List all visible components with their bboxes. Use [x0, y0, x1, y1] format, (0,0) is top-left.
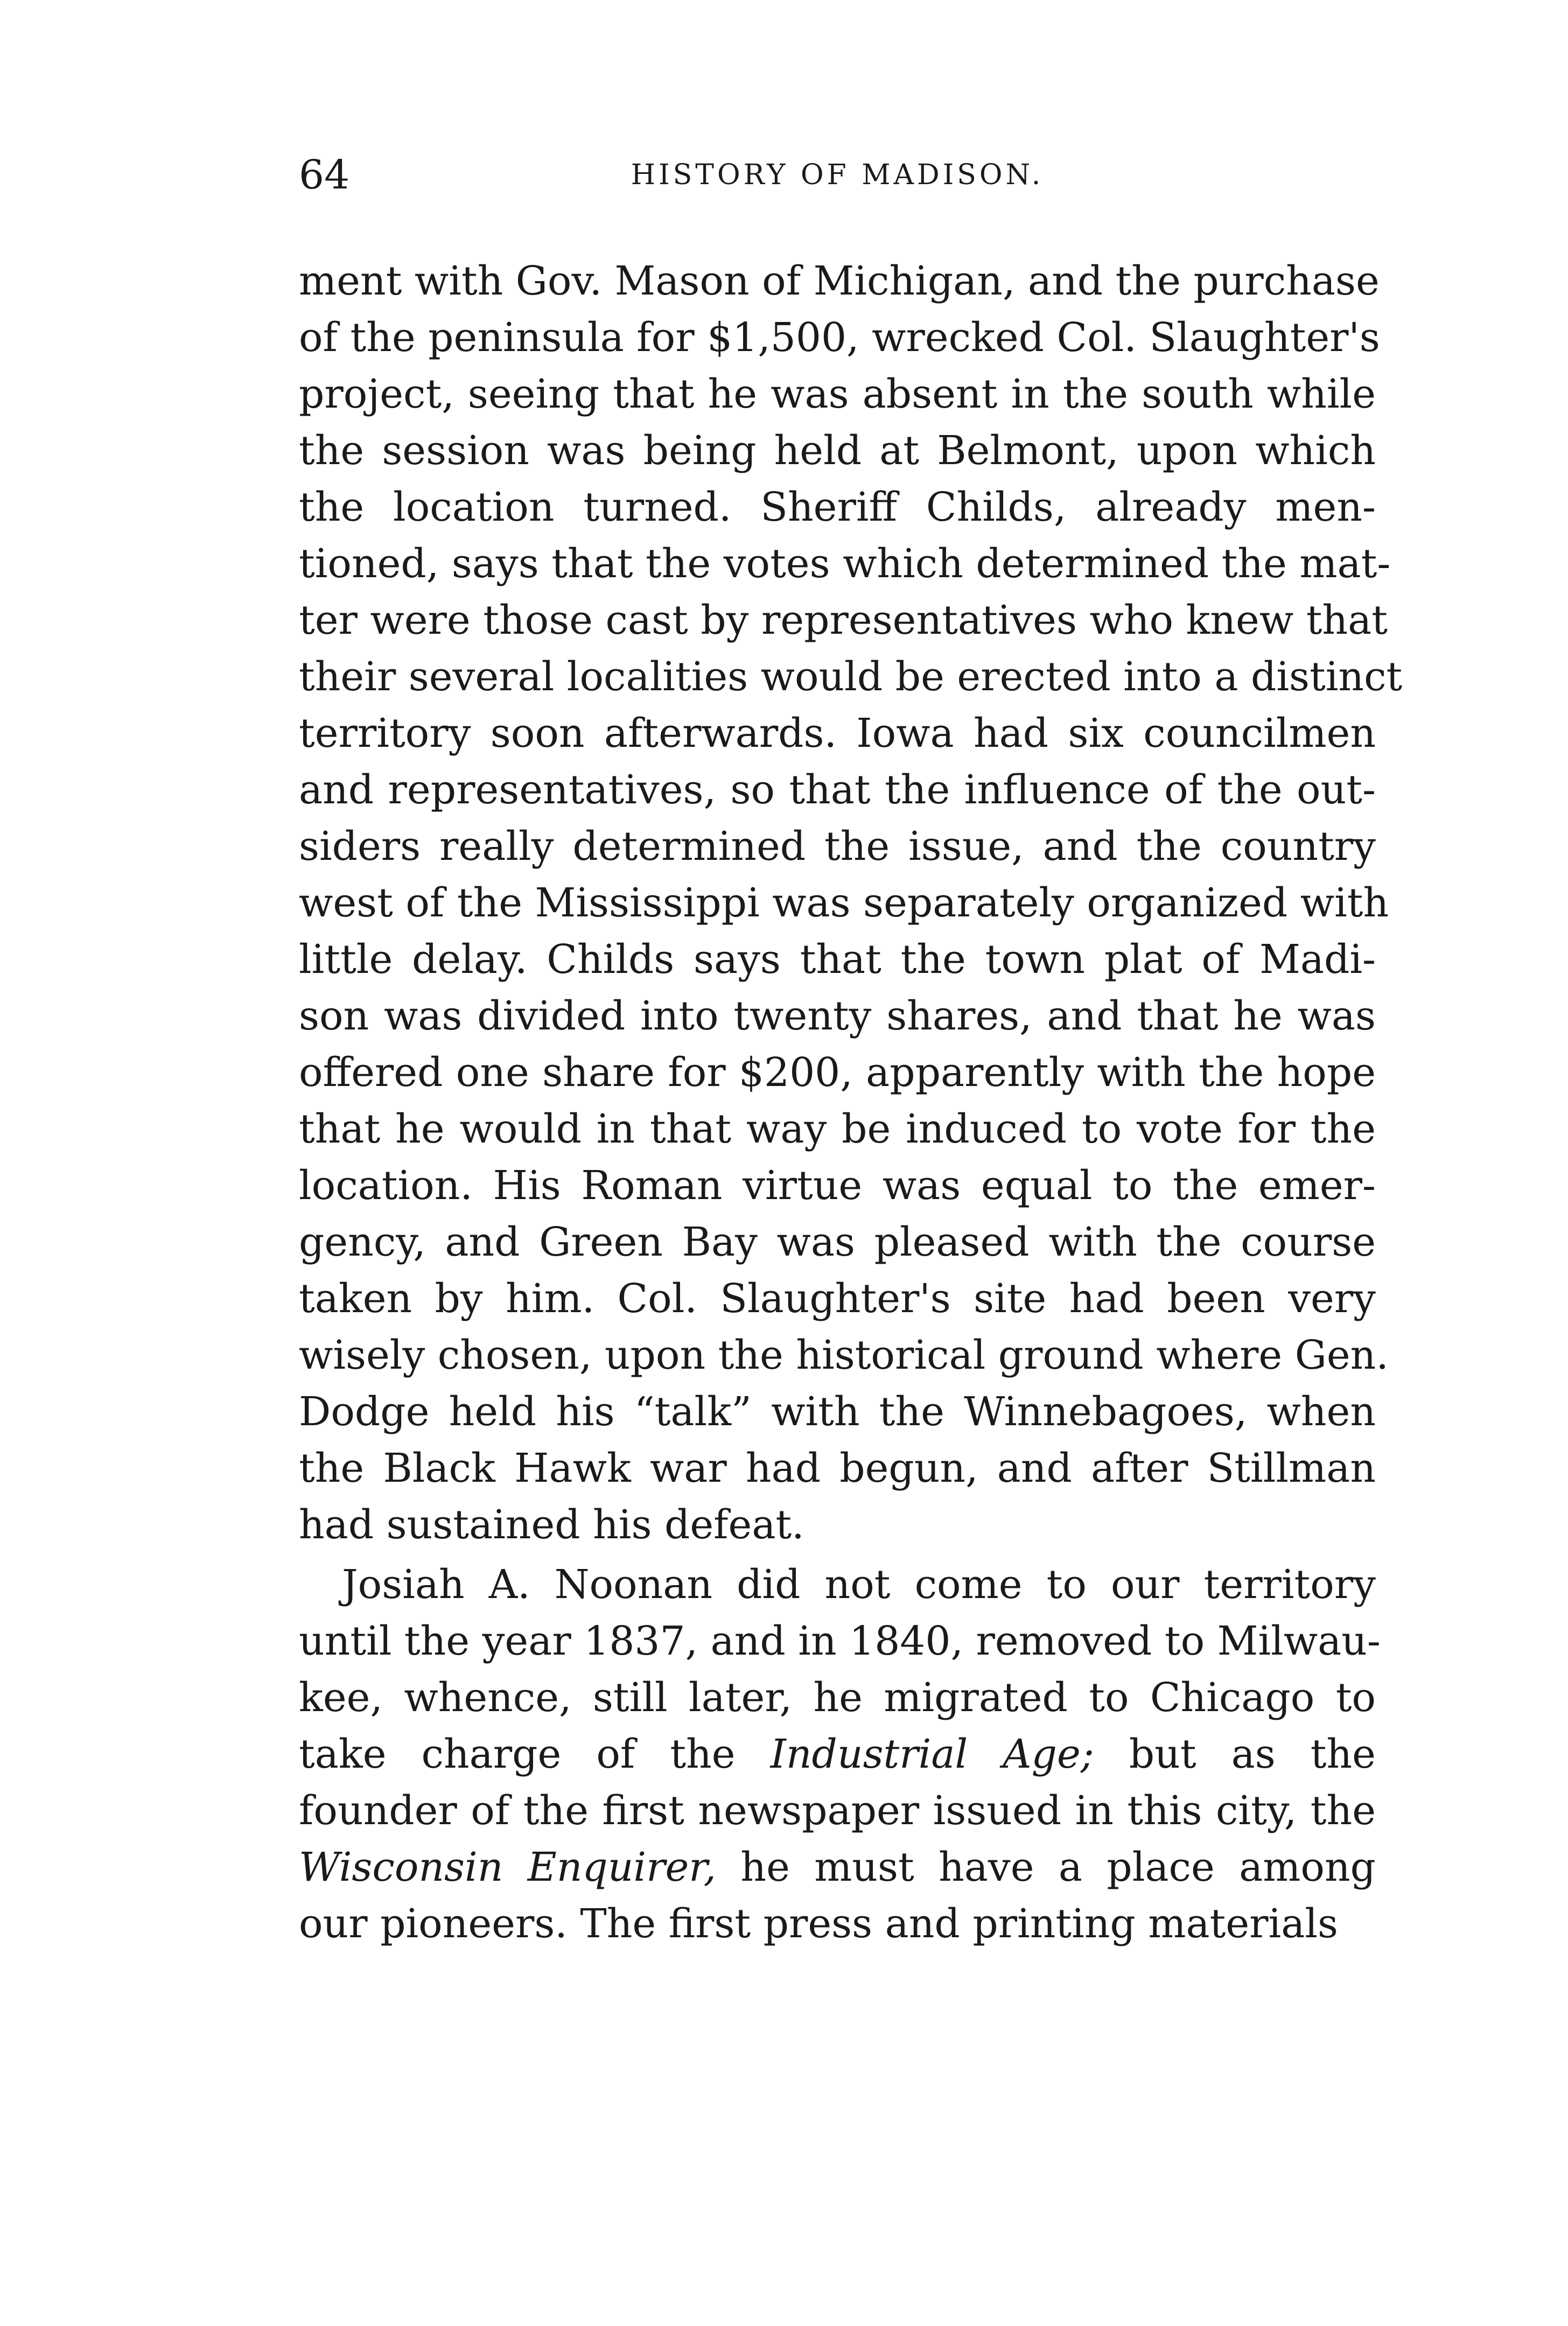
text-line: had sustained his defeat. [299, 1502, 804, 1548]
text-line: the session was being held at Belmont, upon which [299, 428, 1376, 474]
text-line: west of the Mississippi was separately organized with [299, 880, 1389, 926]
running-title: HISTORY OF MADISON. [631, 159, 1044, 191]
text-line: the location turned. Sheriff Childs, already men- [299, 484, 1376, 530]
text-line: that he would in that way be induced to vote for the [299, 1106, 1376, 1152]
text-line: son was divided into twenty shares, and that he was [299, 993, 1376, 1039]
text-line: our pioneers. The first press and printing materials [299, 1901, 1338, 1947]
text-segment: take charge of the [299, 1731, 736, 1777]
text-line: siders really determined the issue, and the country [299, 823, 1376, 870]
page-header [299, 145, 1376, 205]
text-line: project, seeing that he was absent in the south while [299, 371, 1376, 417]
text-line-mixed [299, 1726, 1376, 1783]
text-segment: he must have a place among [740, 1844, 1376, 1890]
text-line: offered one share for $200, apparently with the hope [299, 1049, 1376, 1096]
italic-title: Industrial Age; [770, 1731, 1094, 1777]
text-line: tioned, says that the votes which determined the mat- [299, 541, 1391, 587]
text-line: ter were those cast by representatives who knew that [299, 597, 1388, 643]
text-line: their several localities would be erected into a distinct [299, 654, 1403, 700]
text-line: little delay. Childs says that the town plat of Madi- [299, 936, 1376, 983]
text-line: kee, whence, still later, he migrated to Chicago to [299, 1675, 1376, 1721]
text-line-mixed [299, 1839, 1376, 1896]
text-line: founder of the first newspaper issued in this city, the [299, 1788, 1376, 1834]
text-segment: but as the [1129, 1731, 1376, 1777]
page-number: 64 [299, 152, 350, 198]
text-line: territory soon afterwards. Iowa had six councilmen [299, 710, 1376, 756]
text-line: location. His Roman virtue was equal to the emer- [299, 1162, 1376, 1209]
text-line: and representatives, so that the influence of the out- [299, 767, 1376, 813]
text-line: taken by him. Col. Slaughter's site had been very [299, 1276, 1376, 1322]
italic-title: Wisconsin Enquirer, [299, 1844, 717, 1890]
text-line: Josiah A. Noonan did not come to our territory [342, 1561, 1376, 1608]
text-line: ment with Gov. Mason of Michigan, and the purchase [299, 258, 1380, 304]
text-line: of the peninsula for $1,500, wrecked Col. Slaughter's [299, 314, 1380, 361]
paragraph-1 [299, 253, 1403, 1553]
text-line: gency, and Green Bay was pleased with the course [299, 1219, 1376, 1265]
text-line: Dodge held his “talk” with the Winnebagoes, when [299, 1389, 1376, 1435]
body-text [299, 253, 1403, 1952]
text-line: the Black Hawk war had begun, and after Stillman [299, 1445, 1376, 1491]
paragraph-2 [299, 1557, 1381, 1952]
text-line: wisely chosen, upon the historical ground where Gen. [299, 1332, 1389, 1378]
text-line: until the year 1837, and in 1840, removed to Milwau- [299, 1618, 1381, 1664]
